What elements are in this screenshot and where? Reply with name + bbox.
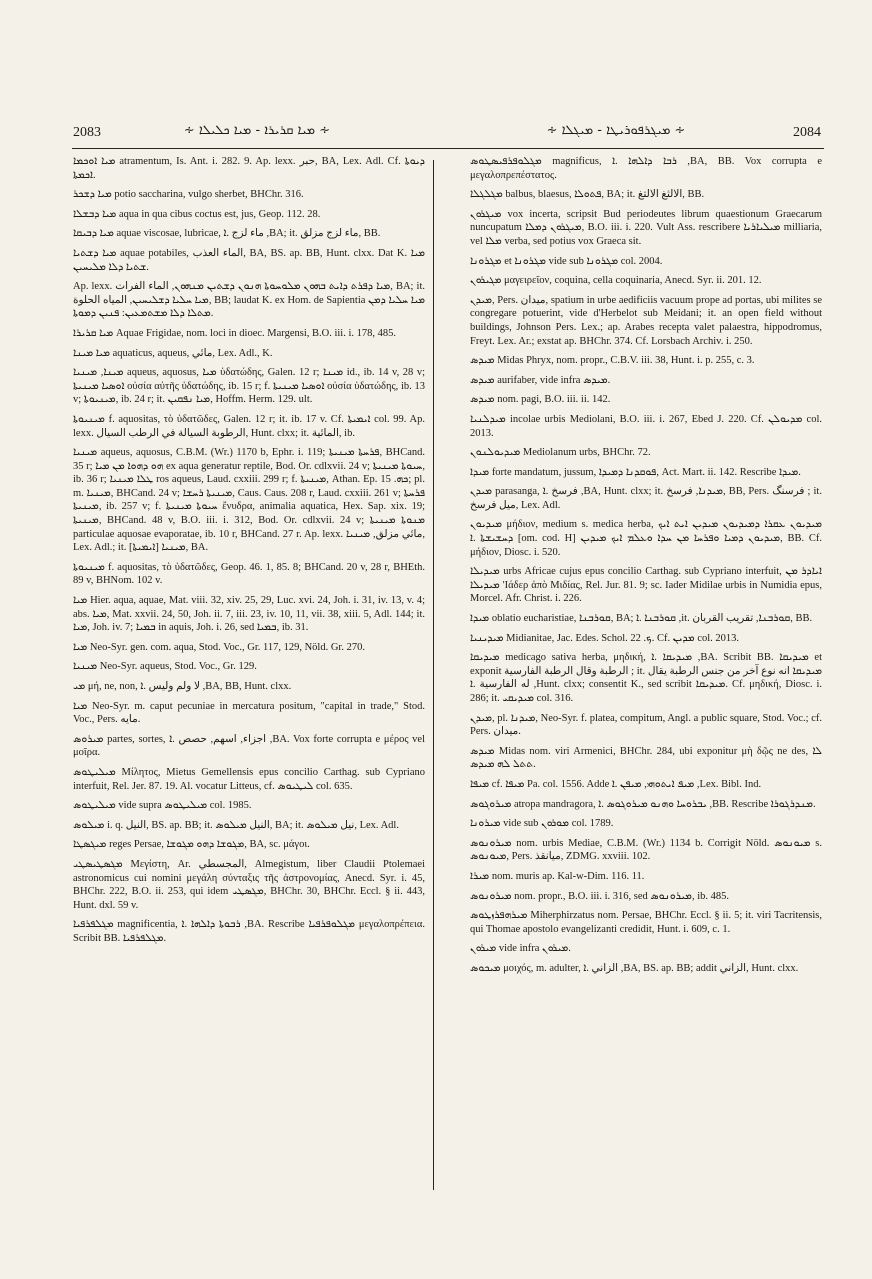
dictionary-entry: ܡܝܐ ܕܫܬܝܐ aquae potabiles, الماء العذب, BA, BS. ap. BB, Hunt. clxx. Dat K. ܡܝܐ ܫܬܝܐ ܕܠܐ ܡܠܝܚܝܢ. [73, 247, 426, 273]
left-running-title: ∻ ܡܝܐ ܩܪܝܪܐ - ܡܝܐ ܟܠܝܠܐ ∻ [183, 123, 331, 138]
dictionary-entry: ܡܝܠܘܣ i. q. النيل, BS. ap. BB; it. النيل ܡܝܠܘܣ, BA; it. نيل ܡܝܠܘܣ, Lex. Adl. [73, 819, 399, 831]
right-column [470, 155, 822, 982]
dictionary-entry: ܡܝܓܣܛܐ reges Persae, ܡܓܘܫܐ ܕܗܘ ܡܓܘܫܐ, BA, sc. μάγοι. [73, 839, 310, 851]
dictionary-entry: ܡܝܕܝܢܝܐ Midianitae, Jac. Edes. Schol. ܟ. 22. Cf. ܡܕܝܢ col. 2013. [470, 632, 740, 644]
dictionary-entry: ܡܝܪܐ nom. muris ap. Kal-w-Dim. 116. 11. [470, 870, 645, 882]
dictionary-entry: ܡܝܦܐ cf. ܡܝܦܐ Pa. col. 1556. Adde ܡܝܦ ܐܝܬܘܗܝ, ܡܝܦܢ .ܐ ,Lex. Bibl. Ind. [470, 778, 762, 790]
dictionary-entry: ܡܝܐ ܕܒܫܠܐ aqua in qua cibus coctus est, jus, Geop. 112. 28. [73, 208, 321, 220]
dictionary-entry: ܡܓܝܪܘܢ μαγειρεῖον, coquina, cella coquinaria, Anecd. Syr. ii. 201. 12. [470, 275, 762, 287]
dictionary-entry: ܡܝܪܘܣ partes, sortes, اجزاء, اسهم, حصص .ܐ ,BA. Vox forte corrupta e μέρος vel μοῖρα. [73, 733, 425, 759]
dictionary-entry: ܡܝܐ Neo-Syr. m. caput pecuniae in mercatura positum, "capital in trade," Stod. Voc., Pers. مايه. [73, 700, 425, 726]
dictionary-entry: ܡܝܠܝܛܘܣ vide supra ܡܝܠܝܛܘܣ col. 1985. [73, 800, 252, 812]
dictionary-entry: ܡܝܪܘܢܘܣ nom. propr., B.O. iii. i. 316, sed ܡܝܪܘܢܘܣ, ib. 485. [470, 890, 729, 902]
dictionary-entry: ܡܓܪܘܢܐ et ܡܓܪܘܢܐ vide sub ܡܓܪܘܢܐ col. 2004. [470, 255, 663, 267]
dictionary-entry: ܡܝܐ ܩܪܝܪܐ Aquae Frigidae, nom. loci in dioec. Margensi, B.O. iii. i. 178, 485. [73, 327, 397, 339]
dictionary-entry: ܡܝܕܐ forte mandatum, jussum, ܦܘܩܕܢܐ ܕܡܝܕܐ, Act. Mart. ii. 142. Rescribe ܡܝܕܐ. [470, 466, 801, 478]
dictionary-entry: ܡܝܕܢ parasanga, فرسخ .ܐ ,BA, Hunt. clxx; it. ܡܝܕܢܐ, فرسخ, BB, Pers. فرسنگ ; it. ميل فرسخ, Lex. Adl. [470, 486, 822, 511]
dictionary-entry: ܡܝܪܘܢ vide infra ܡܝܪܘܢ. [470, 943, 571, 955]
left-column [73, 155, 425, 952]
dictionary-entry: ܡܝܕܐ oblatio eucharistiae, ܩܘܪܒܢܐ, BA; ܩܘܪܒܢܐ .ܐ ,it. ܩܘܪܒܢܐ, تقريب القربان, BB. [470, 613, 813, 625]
dictionary-entry: ܡܝܠܝܛܘܣ Μίλητος, Mietus Gemellensis epus concilio Carthag. sub Cypriano interfuit, Rel. Jer. 87. 19. Al. vocatur Litteus, cf. ܠܝܛܝܘܣ col. 635. [73, 766, 425, 792]
dictionary-entry: ܡܝܢܝܘܬܐ f. aquositas, τὸ ὑδατῶδες, Geop. 46. 1, 85. 8; BHCand. 20 v, 28 r, BHEth. 89 v, BHNom. 102 v. [73, 561, 425, 587]
column-divider [433, 160, 434, 1190]
header-rule [72, 148, 824, 149]
dictionary-entry: ܡܝܐ ܐܘܟܡܐ atramentum, Is. Ant. i. 282. 9. Ap. lexx. حبر, BA, Lex. Adl. Cf. ܕܝܘܬܐ ܐܟܡܬܐ. [73, 156, 425, 181]
dictionary-entry: ܡܝܪܘܢܐ vide sub ܡܘܪܘܢ col. 1789. [470, 818, 614, 830]
dictionary-entry: ܡܝܐ ܡܝܢܐ aquaticus, aqueus, مائي, Lex. Adl., K. [73, 347, 273, 359]
dictionary-entry: ܡܝܪܗܦܪܙܛܘܣ Miherphirzatus nom. Persae, BHChr. Eccl. § ii. 5; it. viri Tacritensis, qui Thomae apostolo evangelizanti credidit, Hunt. i. 609, c. 1. [470, 910, 822, 935]
left-page-number: 2083 [73, 125, 101, 140]
dictionary-entry: ܡܝܢܐ, ܡܝܢܝܐ aqueus, aquosus, ܡܝܐ ὑδατώδης, Galen. 12 r; ܡܝܢܐ id., ib. 14 v, 28 v; ܐܘܣܝܐ ܡܝܢܝܬܐ οὐσία αὐτῆς ὑδατώδης, ib. 15 r; f. ܐܘܣܝܐ ܡܝܢܝܬܐ οὐσία ὑδατώδης, ib. 13 v; ܡܝܢܝܘܬܐ, ib. 24 r; it. ܡܝܐ ܢܦܩܝܢ, Hoffm. Herm. 129. ult. [73, 367, 426, 406]
dictionary-entry: ܡܝܕܢ, pl. ܡܝܕܢܐ, Neo-Syr. f. platea, compitum, Angl. a public square, Stod. Voc.; cf. Pers. ميدان. [470, 712, 823, 738]
dictionary-entry: ܡܝܪܘܢܘܣ nom. urbis Mediae, C.B.M. (Wr.) 1134 b. Corrigit Nöld. ܡܝܘܢܘܣ s. ܡܝܘܢܘܣ, Pers. ميانقذ, ZDMG. xxviii. 102. [470, 837, 822, 863]
dictionary-entry: ܡܝܕܣ aurifaber, vide infra ܡܝܕܣ. [470, 374, 611, 386]
dictionary-entry: ܡܝܢܝܘܬܐ f. aquositas, τὸ ὑδατῶδες, Galen. 12 r; it. ib. 17 v. Cf. ܐܝܡܝܬܐ col. 99. Ap. lexx. الرطوبة السيالة في الرطب السيال, Hunt. clxx; it. المائية, ib. [73, 413, 425, 439]
dictionary-entry: ܡܝܕܝܠܐ urbs Africae cujus epus concilio Carthag. sub Cypriano interfuit, ܐܝܐܕܪ ܡܢ ܡܝܕܝܠܐ 'Ιάδερ ἀπὸ Μιδίας, Rel. Jur. 81. 9; sc. Iader Midilae urbis in Numidia epus, Morcel. Afr. Christ. i. 226. [470, 566, 822, 605]
dictionary-entry: ܡܝܕܢ, Pers. ميدان, spatium in urbe aedificiis vacuum prope ad portas, ubi milites se congregare potuerint, vide d'Herbelot sub Meidani; it. an open field without buildings, Johnson Pers. Lex.; ap. Arabes recepta valet palaestra, hippodromus, Freyt. Lex. Ar.; exstat ap. BHChr. 374. Cf. Lorsbach Archiv. i. 250. [470, 294, 822, 347]
dictionary-entry: ܡܝܟܘܣ μοιχός, m. adulter, الزاني .ܐ ,BA, BS. ap. BB; addit الزاني, Hunt. clxx. [470, 962, 799, 974]
dictionary-entry: ܡܝܕܣ nom. pagi, B.O. iii. ii. 142. [470, 394, 611, 406]
dictionary-entry: ܡܝܓܪܘܢ vox incerta, scripsit Bud periodeutes librum quaestionum Graecarum nuncupatum ܡܝܓܪܘܢ ܕܡܠܐ, B.O. iii. i. 220. Vult Ass. rescribere ܡܝܠܝܐܪܝܐ milliaria, vel ܡܠܐ verba, sed potius vox Graeca sit. [470, 208, 822, 247]
dictionary-entry: ܡܓܣܛܝܣܛܝ Μεγίστη, Ar. المجسطي, Almegistum, liber Claudii Ptolemaei astronomicus cui nomini μεγάλη σύνταξις τῆς ἀστρονομίας, Anecd. Syr. i. 45, BHChr. 222, B.O. ii. 253, qui idem ܡܓܣܛܝ, BHChr. 30, BHChr. Eccl. § ii. 443, Hunt. dxl. 59 v. [73, 858, 426, 911]
dictionary-entry: ܡܝܕܠܢܝܐ incolae urbis Mediolani, B.O. iii. i. 267, Ebed J. 220. Cf. ܡܕܝܘܠܢ col. 2013. [470, 413, 823, 439]
dictionary-entry: ܡܝܕܝܘܠܢܘܢ Mediolanum urbs, BHChr. 72. [470, 447, 651, 459]
dictionary-entry: ܡܝܢܝܐ Neo-Syr. aqueus, Stod. Voc., Gr. 129. [73, 661, 257, 673]
dictionary-entry: ܡܝܕܣ Midas Phryx, nom. propr., C.B.V. iii. 38, Hunt. i. p. 255, c. 3. [470, 355, 755, 367]
dictionary-entry: ܡܝܕܝܘܢ μήδιον, medium s. medica herba, ܡܝܕܝܘܢ ܥܩܪܐ ܕܡܝܕܝܘܢ ܡܝܕܝܢ ܐܝܬ ܐܝܟ ܕܚܫܝܫܬܐ .ܐ [om. cod. H] ܡܝܕܝܘܢ ܕܡܝܐ ܘܦܪܚܐ ܡܢ ܚܕܐ ܘܥܠܡ ܐܝܟ ܡܝܕܝܢ, BB. Cf. μήδιον, Diosc. i. 520. [470, 519, 822, 558]
dictionary-entry: ܡܓܠܘܦܪܦܝܣܛܘܣ magnificus, ܪܒܐ ܕܐܠܗܐ .ܐ ,BA, BB. Vox corrupta e μεγαλοπρεπέστατος. [470, 156, 822, 181]
dictionary-entry: ܡܝܕܝܩܐ medicago sativa herba, μηδική, ܡܝܕܝܩܐ .ܐ ,BA. Scribit BB. ܡܝܕܝܩܐ et exponit الرطبة وقال الرطبة الفارسية ; it. ܡܝܕܝܩܐ انه نوع آخر من جنس الرطبة يقال له الفارسية .ܐ ,Hunt. clxx; consentit K., sed scribit ܡܝܕܝܩܐ. Cf. μηδική, Diosc. i. 286; it. ܡܝܕܝܩܝ col. 316. [470, 652, 823, 704]
dictionary-entry: ܡܝ μή, ne, non, لا ولم وليس .ܐ ,BA, BB, Hunt. clxx. [73, 681, 292, 692]
page-header [0, 0, 872, 140]
dictionary-entry: ܡܓܠܓܠܐ balbus, blaesus, ܦܬܘܠܐ, BA; it. الالثغ الالتغ, BB. [470, 189, 705, 201]
dictionary-entry: Ap. lexx. ܡܝܐ ܕܦܪܬ ܕܐܝܬ ܒܗܘܢ ܡܠܘܚܘܬܐ ܗܢܘܢ ܕܫܬܝܢ ܡܢܗܘܢ, الماء الفرات, BA; it. ܡܝܐ ܚܠܝܐ ܕܫܠܝܚܝܢ, المياه الحلوة, BB; laudat K. ex Hom. de Sapientia ܡܝܐ ܚܠܝܐ ܕܡܢ ܡܬܠܐ ܕܠܐ ܡܫܬܡܥܝܢ: ܦܢܝܢ ܕܡܘܬܐ. [73, 281, 425, 320]
dictionary-entry: ܡܝܐ Neo-Syr. gen. com. aqua, Stod. Voc., Gr. 117, 129, Nöld. Gr. 270. [73, 641, 365, 653]
dictionary-entry: ܡܝܪܘܓܘܣ atropa mandragora, ܝܒܪܘܚܐ ܘܗܢܘ ܡܝܪܘܓܘܣ .ܐ ,BB. Rescribe ܡܢܕܪܓܘܪܐ. [470, 798, 816, 810]
dictionary-entry: ܡܓܠܦܪܦܝܐ magnificentia, ܪܒܘܬܐ ܕܐܠܗܐ .ܐ ,BA. Rescribe ܡܓܠܘܦܪܦܝܐ μεγαλοπρέπεια. Scribit BB. ܡܓܠܦܪܦܝܐ. [73, 919, 425, 944]
right-page-number: 2084 [793, 125, 821, 140]
dictionary-entry: ܡܝܕܣ Midas nom. viri Armenici, BHChr. 284, ubi exponitur μὴ δῷς ne des, ܠܐ ܬܬܠ ܠܗ ܡܝܕܣ. [470, 745, 822, 771]
dictionary-entry: ܡܝܐ ܕܒܝܩܐ aquae viscosae, lubricae, ماء لزج .ܐ ,BA; it. ماء لزج مزلق, BB. [73, 228, 381, 240]
dictionary-entry: ܡܝܢܝܐ aqueus, aquosus, C.B.M. (Wr.) 1170 b, Ephr. i. 119; ܦܪܚܬܐ ܡܝܢܝܬܐ, BHCand. 35 r; ܗܘ ܕܗܘܐ ܡܢ ܡܝܐ ex aqua generatur reptile, Bod. Or. cdlxvii. 24 v; ܚܝܘܬܐ ܡܝܢܝܬܐ, ib. 36 r; ܛܠܐ ܡܝܢܝܐ ros aqueus, Laud. cxxiii. 299 r; f. ܡܝܢܝܬܐ, Athan. Ep. ܟܗ. 15; pl. m. ܡܝܢܝܐ, BHCand. 24 v; ܡܝܢܝܬܐ ܪܚܫܐ, Caus. Caus. 208 r, Laud. cxxiii. 261 v; ܦܪܚܬܐ ܡܝܢܝܬܐ, ib. 257 v; f. ܚܝܘܬܐ ܡܝܢܝܬܐ ἔνυδρα, animalia aquatica, Hex. Sap. xix. 19; ܡܝܢܝܬܐ, BHCand. 48 v, B.O. iii. i. 312, Bod. Or. cdlxvii. 24 v; ܡܢܘܬܐ ܡܝܢܝܬܐ particulae aquosae evaporatae, ib. 10 r, BHCand. 27 r. Ap. lexx. مائي مزلق, ܡܝܢܝܐ, Lex. Adl.; it. ܡܝܢܝܐ [ܐܝܡܝܬܐ], BA. [73, 447, 426, 554]
dictionary-entry: ܡܝܐ ܕܫܟܪ potio saccharina, vulgo sherbet, BHChr. 316. [73, 189, 304, 201]
dictionary-entry: ܡܝܐ Hier. aqua, aquae, Mat. viii. 32, xiv. 25, 29, Luc. xvi. 24, Joh. i. 31, iv. 13, v. 4; abs. ܡܝܐ, Mat. xxvii. 24, 50, Joh. ii. 7, iii. 23, iv. 10, 11, vii. 38, xiii. 5, Adl. 144; it. ܡܝܐ, Joh. iv. 7; ܒܡܝܐ in aquis, Joh. i. 26, sed ܒܡܝܐ, ib. 31. [73, 595, 426, 634]
right-running-title: ∻ ܡܝܓܪܦܘܪܝܛܐ - ܡܝܓܠܐ ∻ [546, 123, 686, 138]
